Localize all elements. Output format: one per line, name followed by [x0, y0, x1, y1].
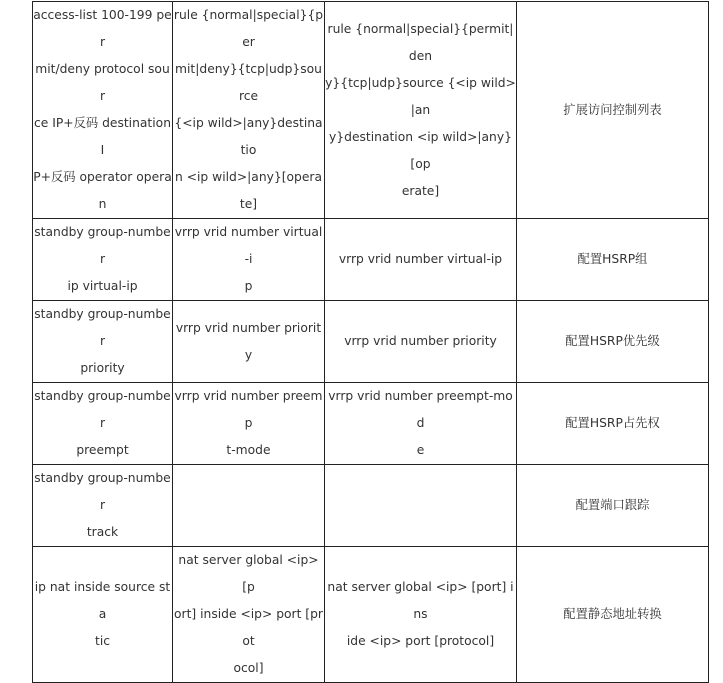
h3c-command-cell: vrrp vrid number preempt-mod e — [325, 383, 517, 465]
h3c-command-cell: rule {normal|special}{permit|den y}{tcp|udp}source {<ip wild>|an y}destination <ip wild>|any}[op erate] — [325, 2, 517, 219]
table-row — [33, 301, 709, 383]
h3c-command-cell: nat server global <ip> [port] ins ide <ip> port [protocol] — [325, 547, 517, 683]
h3c-command-cell — [325, 465, 517, 547]
description-cell: 配置静态地址转换 — [517, 547, 709, 683]
table-row — [33, 2, 709, 219]
huawei-command-cell: vrrp vrid number priority — [173, 301, 325, 383]
table-row — [33, 219, 709, 301]
huawei-command-cell: nat server global <ip> [p ort] inside <ip> port [prot ocol] — [173, 547, 325, 683]
h3c-command-cell: vrrp vrid number virtual-ip — [325, 219, 517, 301]
description-cell: 扩展访问控制列表 — [517, 2, 709, 219]
huawei-command-cell: vrrp vrid number preemp t-mode — [173, 383, 325, 465]
huawei-command-cell: vrrp vrid number virtual-i p — [173, 219, 325, 301]
huawei-command-cell: rule {normal|special}{per mit|deny}{tcp|udp}source {<ip wild>|any}destinatio n <ip wild>|any}[operate] — [173, 2, 325, 219]
cisco-command-cell: access-list 100-199 per mit/deny protocol sour ce IP+反码 destination I P+反码 operator operan — [33, 2, 173, 219]
cisco-command-cell: standby group-number ip virtual-ip — [33, 219, 173, 301]
huawei-command-cell — [173, 465, 325, 547]
description-cell: 配置端口跟踪 — [517, 465, 709, 547]
table-row — [33, 465, 709, 547]
description-cell: 配置HSRP优先级 — [517, 301, 709, 383]
description-cell: 配置HSRP组 — [517, 219, 709, 301]
description-cell: 配置HSRP占先权 — [517, 383, 709, 465]
cisco-command-cell: standby group-number track — [33, 465, 173, 547]
cisco-command-cell: standby group-number preempt — [33, 383, 173, 465]
h3c-command-cell: vrrp vrid number priority — [325, 301, 517, 383]
table-row — [33, 547, 709, 683]
cisco-command-cell: standby group-number priority — [33, 301, 173, 383]
cisco-command-cell: ip nat inside source sta tic — [33, 547, 173, 683]
command-comparison-table — [32, 1, 709, 683]
table-row — [33, 383, 709, 465]
